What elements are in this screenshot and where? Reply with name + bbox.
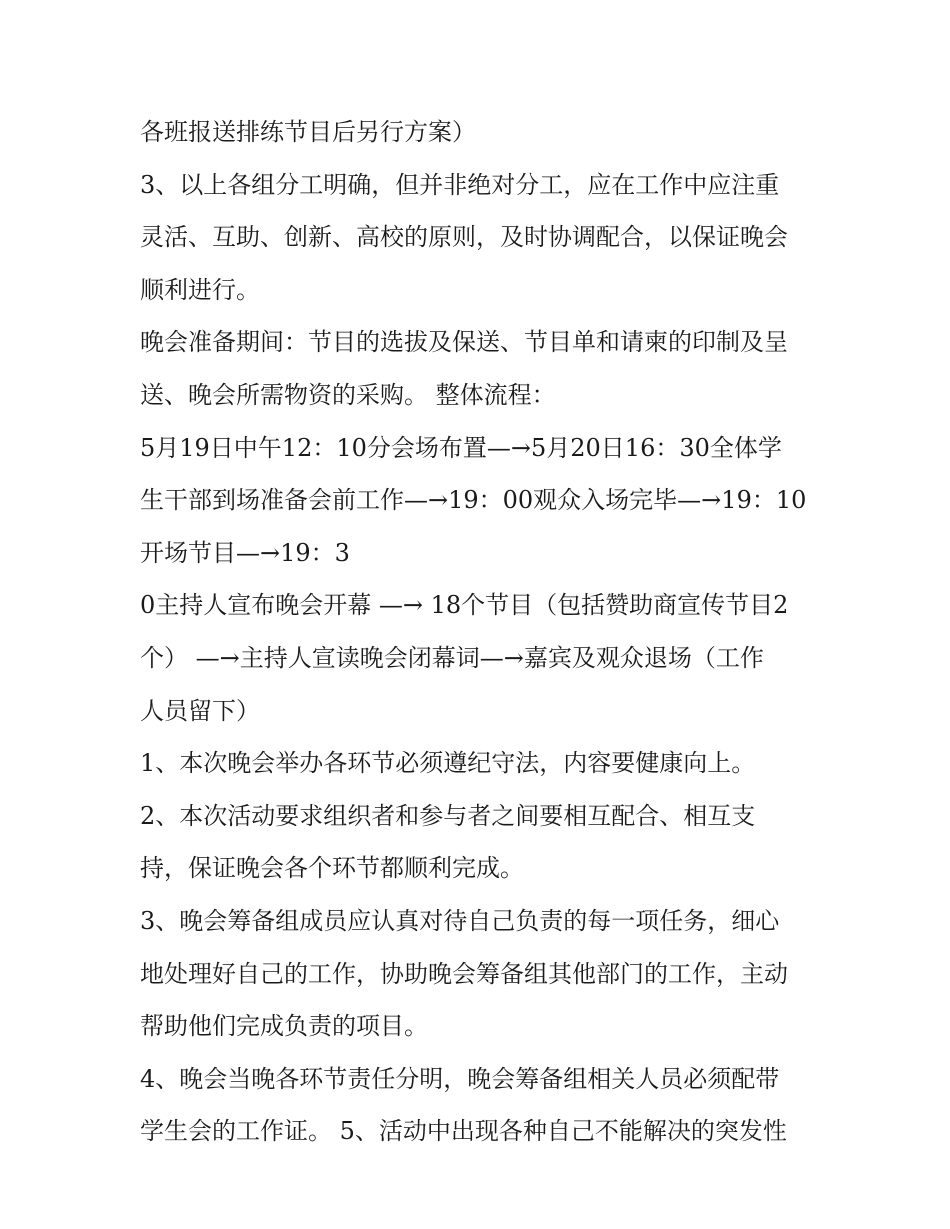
text-line: 5月19日中午12：10分会场布置—→5月20日16：30全体学 [140,433,782,462]
text-line: 1、本次晚会举办各环节必须遵纪守法，内容要健康向上。 [140,749,756,778]
text-line: 3、晚会筹备组成员应认真对待自己负责的每一项任务，细心 [140,906,780,935]
text-line: 顺利进行。 [140,275,260,304]
text-line: 学生会的工作证。 5、活动中出现各种自己不能解决的突发性 [140,1117,787,1146]
text-line: 各班报送排练节目后另行方案） [140,118,476,146]
text-line: 3、以上各组分工明确，但并非绝对分工，应在工作中应注重 [140,170,780,199]
text-line: 开场节目—→19：3 [140,538,350,567]
text-line: 帮助他们完成负责的项目。 [140,1012,428,1041]
text-line: 送、晚会所需物资的采购。 整体流程： [140,380,556,409]
text-line: 持，保证晚会各个环节都顺利完成。 [140,854,524,883]
text-line: 0主持人宣布晚会开幕 —→ 18个节目（包括赞助商宣传节目2 [140,591,789,620]
text-line: 地处理好自己的工作，协助晚会筹备组其他部门的工作，主动 [140,959,788,988]
text-line: 人员留下） [140,696,260,725]
text-line: 4、晚会当晚各环节责任分明，晚会筹备组相关人员必须配带 [140,1064,780,1093]
document-body [140,106,830,1158]
text-line: 灵活、互助、创新、高校的原则，及时协调配合，以保证晚会 [140,223,788,252]
text-line: 2、本次活动要求组织者和参与者之间要相互配合、相互支 [140,801,756,830]
text-line: 生干部到场准备会前工作—→19：00观众入场完毕—→19：10 [140,486,807,515]
text-line: 个） —→主持人宣读晚会闭幕词—→嘉宾及观众退场（工作 [140,643,764,672]
text-line: 晚会准备期间：节目的选拔及保送、节目单和请柬的印制及呈 [140,328,788,357]
